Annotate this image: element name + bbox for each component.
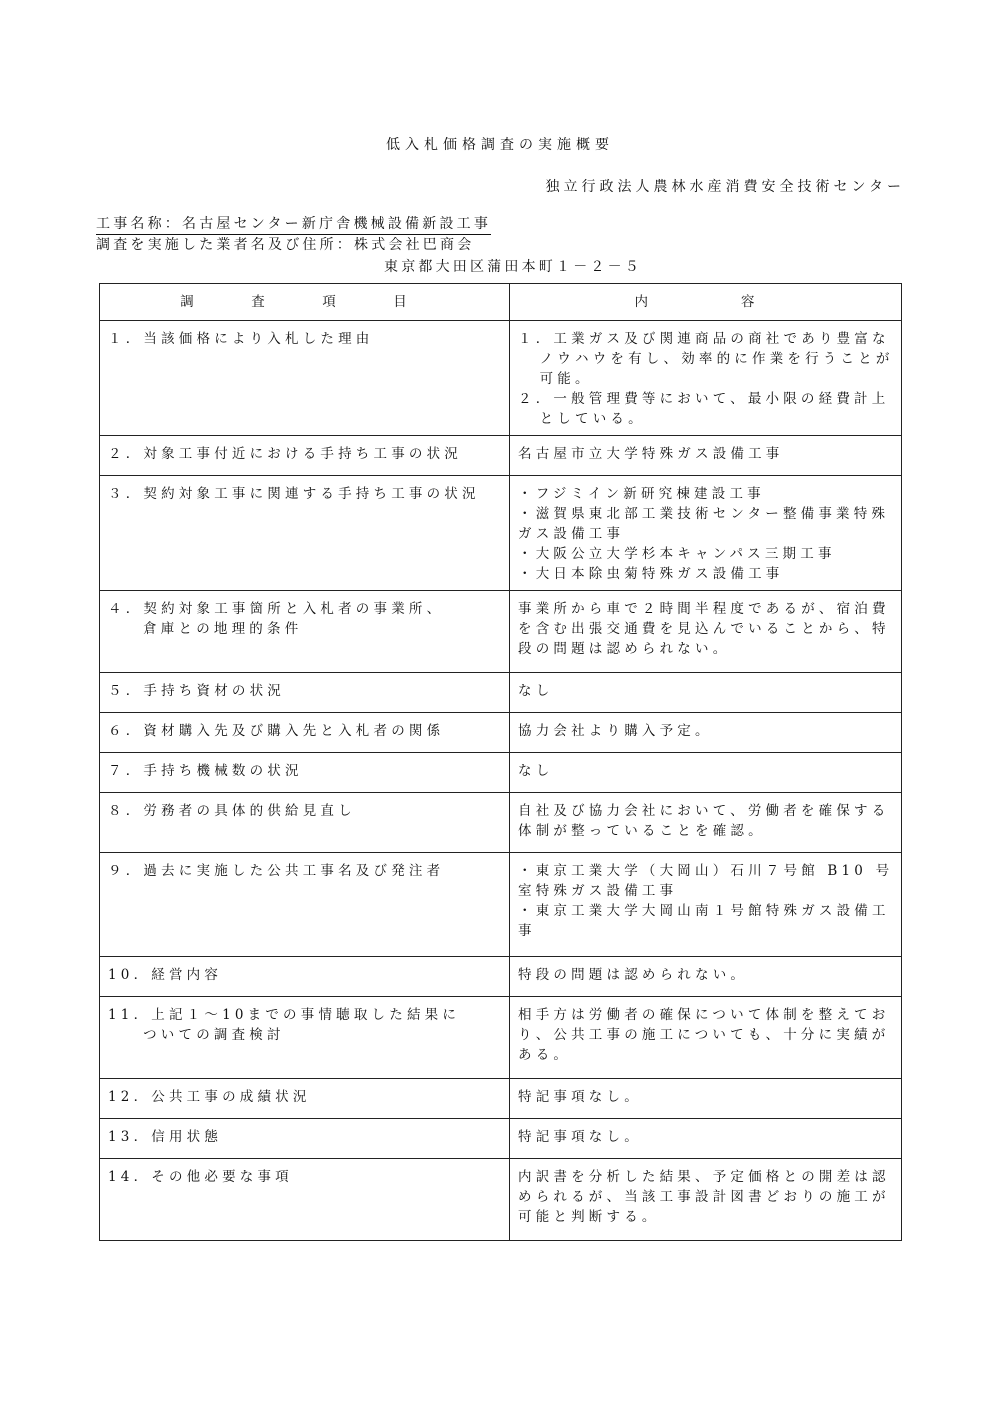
contractor-name: 調査を実施した業者名及び住所：株式会社巴商会: [96, 237, 475, 253]
survey-item-text: ８．労務者の具体的供給見直し: [108, 803, 356, 819]
survey-item-text: ２．対象工事付近における手持ち工事の状況: [108, 446, 462, 462]
survey-content-text: 内訳書を分析した結果、予定価格との開差は認められるが、当該工事設計図書どおりの施工が可能と判断する。: [518, 1169, 890, 1225]
survey-item-text: 10．経営内容: [108, 967, 223, 983]
header-item: 調 査 項 目: [100, 284, 510, 321]
table-row: [100, 436, 902, 476]
table-row: [100, 997, 902, 1079]
survey-content-cell: [510, 713, 902, 753]
survey-item-text: ７．手持ち機械数の状況: [108, 763, 303, 779]
survey-content-text: ・東京工業大学大岡山南１号館特殊ガス設備工事: [518, 903, 890, 939]
survey-item-text: ６．資材購入先及び購入先と入札者の関係: [108, 723, 445, 739]
survey-content-text: ・大日本除虫菊特殊ガス設備工事: [518, 566, 784, 582]
table-row: [100, 753, 902, 793]
survey-content-text: ２．一般管理費等において、最小限の経費計上としている。: [518, 391, 890, 427]
survey-content-text: 相手方は労働者の確保について体制を整えており、公共工事の施工についても、十分に実績がある。: [518, 1007, 890, 1063]
survey-item-text: 11．上記１～10までの事情聴取した結果に: [108, 1007, 461, 1023]
survey-item-text: ５．手持ち資材の状況: [108, 683, 285, 699]
survey-item-text: ９．過去に実施した公共工事名及び発注者: [108, 863, 445, 879]
survey-content-cell: [510, 957, 902, 997]
survey-item-text: 14．その他必要な事項: [108, 1169, 293, 1185]
survey-content-text: １．工業ガス及び関連商品の商社であり豊富なノウハウを有し、効率的に作業を行うことが可能。: [518, 331, 894, 387]
survey-content-text: 特記事項なし。: [518, 1129, 642, 1145]
survey-content-cell: [510, 673, 902, 713]
survey-item-cell: [100, 793, 510, 853]
table-row: [100, 591, 902, 673]
survey-item-text: 倉庫との地理的条件: [143, 621, 303, 637]
survey-content-text: 名古屋市立大学特殊ガス設備工事: [518, 446, 784, 462]
survey-item-text: ついての調査検討: [143, 1027, 285, 1043]
table-row: [100, 476, 902, 591]
survey-content-text: なし: [518, 763, 554, 779]
survey-item-cell: [100, 1079, 510, 1119]
survey-item-text: ４．契約対象工事箇所と入札者の事業所、: [108, 601, 445, 617]
survey-item-text: １．当該価格により入札した理由: [108, 331, 374, 347]
survey-content-cell: [510, 1079, 902, 1119]
survey-table: [99, 283, 902, 1241]
survey-item-cell: [100, 476, 510, 591]
survey-content-text: 自社及び協力会社において、労働者を確保する体制が整っていることを確認。: [518, 803, 890, 839]
header-content: 内 容: [510, 284, 902, 321]
survey-content-text: なし: [518, 683, 554, 699]
survey-item-cell: [100, 997, 510, 1079]
survey-item-cell: [100, 436, 510, 476]
table-row: [100, 957, 902, 997]
table-row: [100, 1119, 902, 1159]
survey-content-text: ・大阪公立大学杉本キャンパス三期工事: [518, 546, 836, 562]
survey-content-text: 特段の問題は認められない。: [518, 967, 749, 983]
document-title: 低入札価格調査の実施概要: [386, 137, 614, 153]
survey-content-cell: [510, 591, 902, 673]
survey-content-cell: [510, 753, 902, 793]
table-row: [100, 853, 902, 957]
table-row: [100, 793, 902, 853]
survey-item-cell: [100, 713, 510, 753]
survey-content-cell: [510, 997, 902, 1079]
survey-item-cell: [100, 853, 510, 957]
survey-content-cell: [510, 793, 902, 853]
survey-content-text: ・東京工業大学（大岡山）石川７号館 B10 号室特殊ガス設備工事: [518, 863, 894, 899]
survey-item-text: 12．公共工事の成績状況: [108, 1089, 311, 1105]
survey-item-cell: [100, 957, 510, 997]
survey-content-cell: [510, 853, 902, 957]
contractor-address: 東京都大田区蒲田本町１－２－５: [384, 259, 642, 275]
survey-content-cell: [510, 1159, 902, 1241]
survey-content-text: ・フジミイン新研究棟建設工事: [518, 486, 765, 502]
survey-content-cell: [510, 476, 902, 591]
survey-item-cell: [100, 321, 510, 436]
survey-content-text: 事業所から車で２時間半程度であるが、宿泊費を含む出張交通費を見込んでいることから、特段の問題は認められない。: [518, 601, 890, 657]
survey-content-cell: [510, 1119, 902, 1159]
table-row: [100, 321, 902, 436]
table-row: [100, 713, 902, 753]
organization-name: 独立行政法人農林水産消費安全技術センター: [545, 179, 905, 195]
project-name: 工事名称：名古屋センター新庁舎機械設備新設工事: [96, 213, 491, 235]
survey-content-text: 特記事項なし。: [518, 1089, 642, 1105]
survey-content-text: 協力会社より購入予定。: [518, 723, 713, 739]
survey-item-text: ３．契約対象工事に関連する手持ち工事の状況: [108, 486, 480, 502]
survey-item-cell: [100, 673, 510, 713]
table-row: [100, 673, 902, 713]
survey-item-cell: [100, 1159, 510, 1241]
survey-item-cell: [100, 591, 510, 673]
table-row: [100, 1159, 902, 1241]
survey-body: [100, 321, 902, 1241]
survey-item-cell: [100, 1119, 510, 1159]
survey-content-cell: [510, 436, 902, 476]
survey-item-text: 13．信用状態: [108, 1129, 223, 1145]
survey-item-cell: [100, 753, 510, 793]
survey-content-text: ・滋賀県東北部工業技術センター整備事業特殊ガス設備工事: [518, 506, 890, 542]
survey-content-cell: [510, 321, 902, 436]
table-row: [100, 1079, 902, 1119]
table-header-row: [100, 284, 902, 321]
